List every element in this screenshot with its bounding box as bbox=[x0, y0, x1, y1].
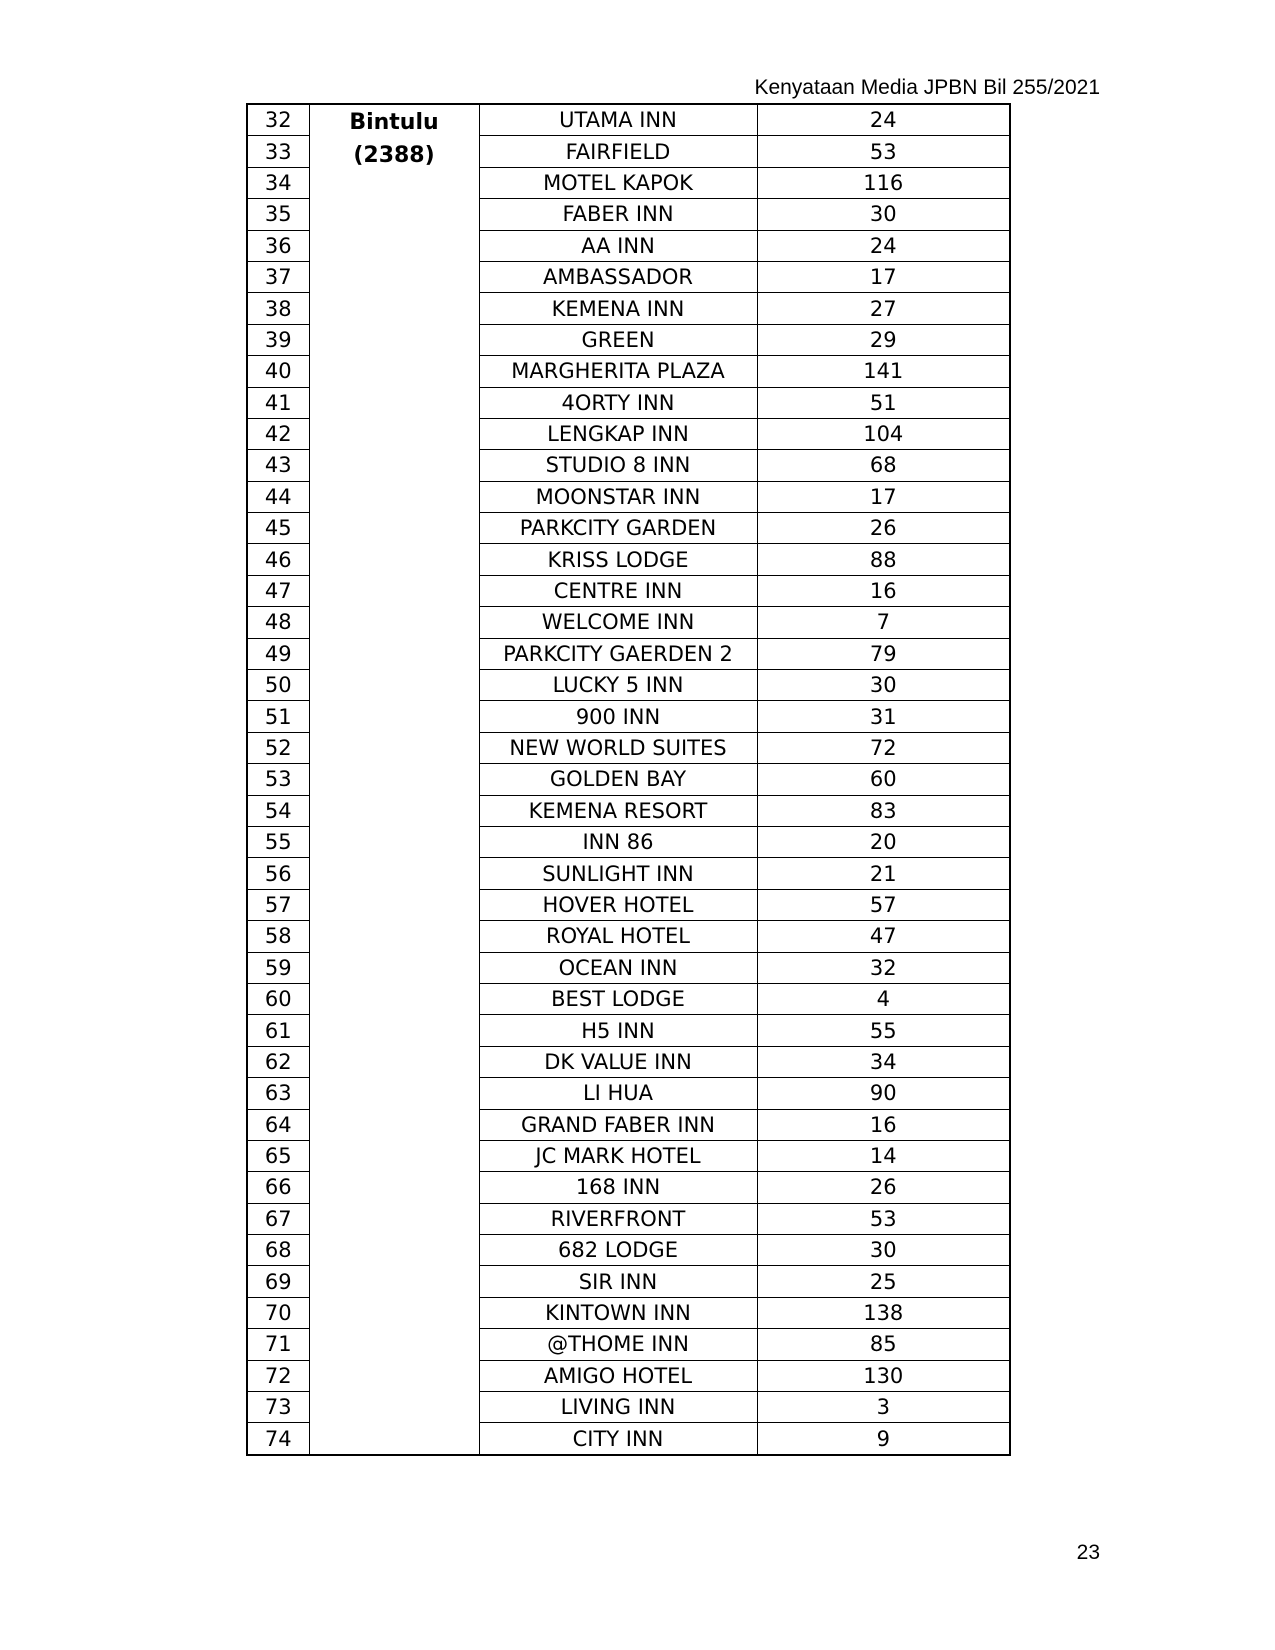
hotel-count: 55 bbox=[757, 1015, 1010, 1046]
hotel-count: 30 bbox=[757, 199, 1010, 230]
hotel-count: 90 bbox=[757, 1078, 1010, 1109]
row-number: 51 bbox=[247, 701, 309, 732]
hotel-name: LIVING INN bbox=[479, 1392, 757, 1423]
row-number: 35 bbox=[247, 199, 309, 230]
row-number: 71 bbox=[247, 1329, 309, 1360]
hotel-name: LI HUA bbox=[479, 1078, 757, 1109]
hotel-count: 51 bbox=[757, 387, 1010, 418]
hotel-count: 17 bbox=[757, 261, 1010, 292]
hotel-name: GRAND FABER INN bbox=[479, 1109, 757, 1140]
hotel-name: MARGHERITA PLAZA bbox=[479, 356, 757, 387]
hotel-name: DK VALUE INN bbox=[479, 1046, 757, 1077]
row-number: 44 bbox=[247, 481, 309, 512]
row-number: 74 bbox=[247, 1423, 309, 1455]
hotel-count: 31 bbox=[757, 701, 1010, 732]
hotel-count: 26 bbox=[757, 513, 1010, 544]
hotel-count: 16 bbox=[757, 575, 1010, 606]
hotel-count: 25 bbox=[757, 1266, 1010, 1297]
hotel-count: 130 bbox=[757, 1360, 1010, 1391]
hotel-name: LENGKAP INN bbox=[479, 418, 757, 449]
hotel-name: WELCOME INN bbox=[479, 607, 757, 638]
row-number: 47 bbox=[247, 575, 309, 606]
hotel-name: ROYAL HOTEL bbox=[479, 921, 757, 952]
row-number: 39 bbox=[247, 324, 309, 355]
hotel-count: 7 bbox=[757, 607, 1010, 638]
row-number: 37 bbox=[247, 261, 309, 292]
hotel-count: 9 bbox=[757, 1423, 1010, 1455]
hotel-name: H5 INN bbox=[479, 1015, 757, 1046]
hotel-count: 57 bbox=[757, 889, 1010, 920]
row-number: 72 bbox=[247, 1360, 309, 1391]
row-number: 40 bbox=[247, 356, 309, 387]
row-number: 43 bbox=[247, 450, 309, 481]
row-number: 52 bbox=[247, 732, 309, 763]
row-number: 55 bbox=[247, 826, 309, 857]
hotel-name: OCEAN INN bbox=[479, 952, 757, 983]
hotel-count: 26 bbox=[757, 1172, 1010, 1203]
hotel-name: KEMENA RESORT bbox=[479, 795, 757, 826]
hotel-name: STUDIO 8 INN bbox=[479, 450, 757, 481]
hotel-count: 138 bbox=[757, 1297, 1010, 1328]
row-number: 62 bbox=[247, 1046, 309, 1077]
hotel-name: PARKCITY GAERDEN 2 bbox=[479, 638, 757, 669]
hotel-count: 60 bbox=[757, 764, 1010, 795]
hotel-name: FABER INN bbox=[479, 199, 757, 230]
hotel-name: AMIGO HOTEL bbox=[479, 1360, 757, 1391]
row-number: 73 bbox=[247, 1392, 309, 1423]
hotel-count: 53 bbox=[757, 136, 1010, 167]
hotel-count: 14 bbox=[757, 1140, 1010, 1171]
hotel-name: LUCKY 5 INN bbox=[479, 670, 757, 701]
hotel-name: INN 86 bbox=[479, 826, 757, 857]
row-number: 54 bbox=[247, 795, 309, 826]
hotel-count: 4 bbox=[757, 983, 1010, 1014]
hotel-name: KINTOWN INN bbox=[479, 1297, 757, 1328]
hotel-count: 47 bbox=[757, 921, 1010, 952]
row-number: 36 bbox=[247, 230, 309, 261]
hotel-count: 88 bbox=[757, 544, 1010, 575]
hotel-name: MOTEL KAPOK bbox=[479, 167, 757, 198]
row-number: 45 bbox=[247, 513, 309, 544]
hotel-count: 27 bbox=[757, 293, 1010, 324]
hotel-count: 3 bbox=[757, 1392, 1010, 1423]
hotel-count: 21 bbox=[757, 858, 1010, 889]
hotel-name: UTAMA INN bbox=[479, 104, 757, 136]
hotel-count: 20 bbox=[757, 826, 1010, 857]
page-header: Kenyataan Media JPBN Bil 255/2021 bbox=[754, 76, 1100, 99]
row-number: 66 bbox=[247, 1172, 309, 1203]
hotel-name: JC MARK HOTEL bbox=[479, 1140, 757, 1171]
row-number: 65 bbox=[247, 1140, 309, 1171]
hotel-count: 53 bbox=[757, 1203, 1010, 1234]
row-number: 69 bbox=[247, 1266, 309, 1297]
hotel-count: 116 bbox=[757, 167, 1010, 198]
hotel-count: 68 bbox=[757, 450, 1010, 481]
hotel-count: 30 bbox=[757, 670, 1010, 701]
hotel-count: 30 bbox=[757, 1235, 1010, 1266]
row-number: 48 bbox=[247, 607, 309, 638]
hotel-count: 85 bbox=[757, 1329, 1010, 1360]
row-number: 70 bbox=[247, 1297, 309, 1328]
hotel-name: 900 INN bbox=[479, 701, 757, 732]
row-number: 46 bbox=[247, 544, 309, 575]
district-cell bbox=[309, 104, 479, 1455]
row-number: 63 bbox=[247, 1078, 309, 1109]
hotel-name: 682 LODGE bbox=[479, 1235, 757, 1266]
row-number: 33 bbox=[247, 136, 309, 167]
hotel-name: GREEN bbox=[479, 324, 757, 355]
hotel-count: 141 bbox=[757, 356, 1010, 387]
hotel-name: KRISS LODGE bbox=[479, 544, 757, 575]
hotel-count: 29 bbox=[757, 324, 1010, 355]
hotel-table bbox=[246, 103, 1011, 1456]
hotel-count: 32 bbox=[757, 952, 1010, 983]
hotel-name: RIVERFRONT bbox=[479, 1203, 757, 1234]
hotel-count: 72 bbox=[757, 732, 1010, 763]
hotel-name: NEW WORLD SUITES bbox=[479, 732, 757, 763]
row-number: 42 bbox=[247, 418, 309, 449]
hotel-count: 104 bbox=[757, 418, 1010, 449]
row-number: 64 bbox=[247, 1109, 309, 1140]
row-number: 41 bbox=[247, 387, 309, 418]
hotel-name: KEMENA INN bbox=[479, 293, 757, 324]
row-number: 49 bbox=[247, 638, 309, 669]
hotel-name: @THOME INN bbox=[479, 1329, 757, 1360]
hotel-name: FAIRFIELD bbox=[479, 136, 757, 167]
hotel-name: CITY INN bbox=[479, 1423, 757, 1455]
hotel-name: SUNLIGHT INN bbox=[479, 858, 757, 889]
hotel-name: CENTRE INN bbox=[479, 575, 757, 606]
hotel-name: AA INN bbox=[479, 230, 757, 261]
hotel-name: SIR INN bbox=[479, 1266, 757, 1297]
row-number: 68 bbox=[247, 1235, 309, 1266]
page-number: 23 bbox=[1076, 1541, 1100, 1564]
hotel-name: 168 INN bbox=[479, 1172, 757, 1203]
hotel-name: AMBASSADOR bbox=[479, 261, 757, 292]
hotel-count: 83 bbox=[757, 795, 1010, 826]
hotel-name: PARKCITY GARDEN bbox=[479, 513, 757, 544]
row-number: 53 bbox=[247, 764, 309, 795]
row-number: 59 bbox=[247, 952, 309, 983]
hotel-count: 17 bbox=[757, 481, 1010, 512]
row-number: 38 bbox=[247, 293, 309, 324]
hotel-name: MOONSTAR INN bbox=[479, 481, 757, 512]
table-row bbox=[247, 104, 1010, 136]
row-number: 32 bbox=[247, 104, 309, 136]
row-number: 50 bbox=[247, 670, 309, 701]
row-number: 57 bbox=[247, 889, 309, 920]
hotel-name: HOVER HOTEL bbox=[479, 889, 757, 920]
row-number: 58 bbox=[247, 921, 309, 952]
hotel-count: 24 bbox=[757, 104, 1010, 136]
hotel-count: 79 bbox=[757, 638, 1010, 669]
hotel-count: 24 bbox=[757, 230, 1010, 261]
hotel-name: BEST LODGE bbox=[479, 983, 757, 1014]
hotel-count: 16 bbox=[757, 1109, 1010, 1140]
row-number: 60 bbox=[247, 983, 309, 1014]
hotel-count: 34 bbox=[757, 1046, 1010, 1077]
hotel-name: 4ORTY INN bbox=[479, 387, 757, 418]
row-number: 56 bbox=[247, 858, 309, 889]
hotel-name: GOLDEN BAY bbox=[479, 764, 757, 795]
hotel-table-body bbox=[247, 104, 1010, 1455]
row-number: 34 bbox=[247, 167, 309, 198]
district-count: (2388) bbox=[353, 143, 435, 168]
row-number: 61 bbox=[247, 1015, 309, 1046]
row-number: 67 bbox=[247, 1203, 309, 1234]
district-name: Bintulu bbox=[349, 110, 439, 135]
